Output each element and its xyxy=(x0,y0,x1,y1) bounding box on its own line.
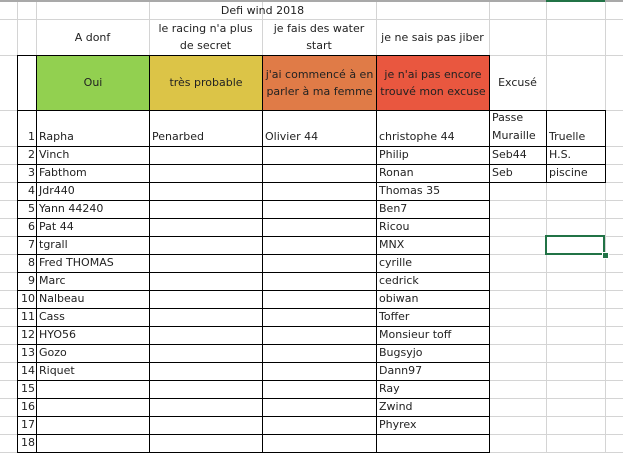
cell-d[interactable]: Monsieur toff xyxy=(376,326,490,345)
cell-d[interactable]: Bugsyjo xyxy=(376,344,490,363)
cell-d[interactable]: Ben7 xyxy=(376,200,490,219)
cell-d[interactable]: christophe 44 xyxy=(376,110,490,147)
category-tres-probable[interactable]: très probable xyxy=(149,55,263,111)
column-header-d[interactable]: je ne sais pas jiber xyxy=(381,30,484,44)
cell-b[interactable]: Penarbed xyxy=(149,110,263,147)
row-number[interactable]: 2 xyxy=(17,146,37,165)
cell-c[interactable] xyxy=(262,236,377,255)
cell-b[interactable] xyxy=(149,326,263,345)
cell-a[interactable]: Nalbeau xyxy=(36,290,150,309)
gridline-vertical xyxy=(605,0,606,452)
cell-b[interactable] xyxy=(149,434,263,453)
cell-c[interactable] xyxy=(262,272,377,291)
cell-a[interactable]: Cass xyxy=(36,308,150,327)
cell-b[interactable] xyxy=(149,200,263,219)
sheet-title[interactable]: Defi wind 2018 xyxy=(220,4,305,17)
cell-d[interactable]: Toffer xyxy=(376,308,490,327)
cell-b[interactable] xyxy=(149,290,263,309)
cell-d[interactable]: MNX xyxy=(376,236,490,255)
cell-c[interactable] xyxy=(262,398,377,417)
cell-a[interactable]: Yann 44240 xyxy=(36,200,150,219)
cell-d[interactable]: cedrick xyxy=(376,272,490,291)
row-number[interactable]: 1 xyxy=(17,110,37,147)
row-number[interactable]: 4 xyxy=(17,182,37,201)
row-number[interactable]: 5 xyxy=(17,200,37,219)
row-number[interactable]: 14 xyxy=(17,362,37,381)
cell-a[interactable] xyxy=(36,380,150,399)
cell-c[interactable] xyxy=(262,326,377,345)
row-number[interactable]: 17 xyxy=(17,416,37,435)
cell-a[interactable]: Rapha xyxy=(36,110,150,147)
cell-b[interactable] xyxy=(149,236,263,255)
category-oui[interactable]: Oui xyxy=(36,55,150,111)
cell-b[interactable] xyxy=(149,380,263,399)
cell-c[interactable] xyxy=(262,290,377,309)
cell-d[interactable]: Dann97 xyxy=(376,362,490,381)
category-excuse[interactable]: je n'ai pas encore trouvé mon excuse xyxy=(376,55,490,111)
cell-d[interactable]: Ray xyxy=(376,380,490,399)
row-number[interactable]: 10 xyxy=(17,290,37,309)
cell-b[interactable] xyxy=(149,182,263,201)
cell-b[interactable] xyxy=(149,362,263,381)
selected-column-indicator xyxy=(546,0,605,2)
cell-a[interactable]: Marc xyxy=(36,272,150,291)
cell-a[interactable]: Fred THOMAS xyxy=(36,254,150,273)
cell-d[interactable]: obiwan xyxy=(376,290,490,309)
cell-b[interactable] xyxy=(149,218,263,237)
selected-cell[interactable] xyxy=(545,235,605,255)
cell-f[interactable]: H.S. xyxy=(546,146,606,165)
row-number[interactable]: 18 xyxy=(17,434,37,453)
cell-c[interactable] xyxy=(262,218,377,237)
cell-b[interactable] xyxy=(149,272,263,291)
cell-c[interactable] xyxy=(262,308,377,327)
row-number[interactable]: 15 xyxy=(17,380,37,399)
cell-a[interactable]: Fabthom xyxy=(36,164,150,183)
row-number[interactable]: 9 xyxy=(17,272,37,291)
cell-c[interactable] xyxy=(262,380,377,399)
cell-d[interactable]: cyrille xyxy=(376,254,490,273)
cell-c[interactable] xyxy=(262,164,377,183)
cell-b[interactable] xyxy=(149,164,263,183)
row-number[interactable]: 13 xyxy=(17,344,37,363)
category-excuse-label[interactable]: Excusé xyxy=(498,76,537,89)
fill-handle[interactable] xyxy=(602,252,609,259)
cell-e[interactable]: Seb44 xyxy=(489,146,547,165)
cell-f[interactable]: Truelle xyxy=(546,110,606,147)
row-number[interactable]: 6 xyxy=(17,218,37,237)
cell-b[interactable] xyxy=(149,416,263,435)
cell-a[interactable]: Vinch xyxy=(36,146,150,165)
cell-b[interactable] xyxy=(149,398,263,417)
cell-a[interactable] xyxy=(36,398,150,417)
cell-e[interactable]: Passe Muraille xyxy=(489,110,547,147)
cell-c[interactable] xyxy=(262,416,377,435)
cell-c[interactable]: Olivier 44 xyxy=(262,110,377,147)
cell-b[interactable] xyxy=(149,146,263,165)
row-number[interactable]: 7 xyxy=(17,236,37,255)
row-number[interactable]: 11 xyxy=(17,308,37,327)
column-header-c[interactable]: je fais des water start xyxy=(273,22,365,52)
cell-a[interactable]: Riquet xyxy=(36,362,150,381)
gridline-vertical xyxy=(546,0,547,452)
column-header-a[interactable]: A donf xyxy=(74,30,111,44)
cell-a[interactable]: Gozo xyxy=(36,344,150,363)
cell-c[interactable] xyxy=(262,344,377,363)
cell-a[interactable] xyxy=(36,416,150,435)
cell-d[interactable]: Ricou xyxy=(376,218,490,237)
cell-a[interactable]: HYO56 xyxy=(36,326,150,345)
row-number[interactable]: 8 xyxy=(17,254,37,273)
cell-a[interactable]: tgrall xyxy=(36,236,150,255)
row-number[interactable]: 12 xyxy=(17,326,37,345)
cell-b[interactable] xyxy=(149,308,263,327)
cell-d[interactable]: Thomas 35 xyxy=(376,182,490,201)
cell-c[interactable] xyxy=(262,182,377,201)
cell-b[interactable] xyxy=(149,344,263,363)
cell-c[interactable] xyxy=(262,362,377,381)
cell-b[interactable] xyxy=(149,254,263,273)
category-rownum-cell[interactable] xyxy=(17,55,37,111)
cell-d[interactable] xyxy=(376,434,490,453)
cell-d[interactable]: Zwind xyxy=(376,398,490,417)
cell-e[interactable]: Seb xyxy=(489,164,547,183)
column-header-b[interactable]: le racing n'a plus de secret xyxy=(158,22,253,52)
cell-d[interactable]: Phyrex xyxy=(376,416,490,435)
row-number[interactable]: 16 xyxy=(17,398,37,417)
cell-a[interactable] xyxy=(36,434,150,453)
cell-c[interactable] xyxy=(262,146,377,165)
cell-d[interactable]: Ronan xyxy=(376,164,490,183)
cell-a[interactable]: Jdr440 xyxy=(36,182,150,201)
cell-f[interactable]: piscine xyxy=(546,164,606,183)
cell-a[interactable]: Pat 44 xyxy=(36,218,150,237)
cell-c[interactable] xyxy=(262,200,377,219)
cell-d[interactable]: Philip xyxy=(376,146,490,165)
row-number[interactable]: 3 xyxy=(17,164,37,183)
cell-c[interactable] xyxy=(262,254,377,273)
category-commence[interactable]: j'ai commencé à en parler à ma femme xyxy=(262,55,377,111)
cell-c[interactable] xyxy=(262,434,377,453)
